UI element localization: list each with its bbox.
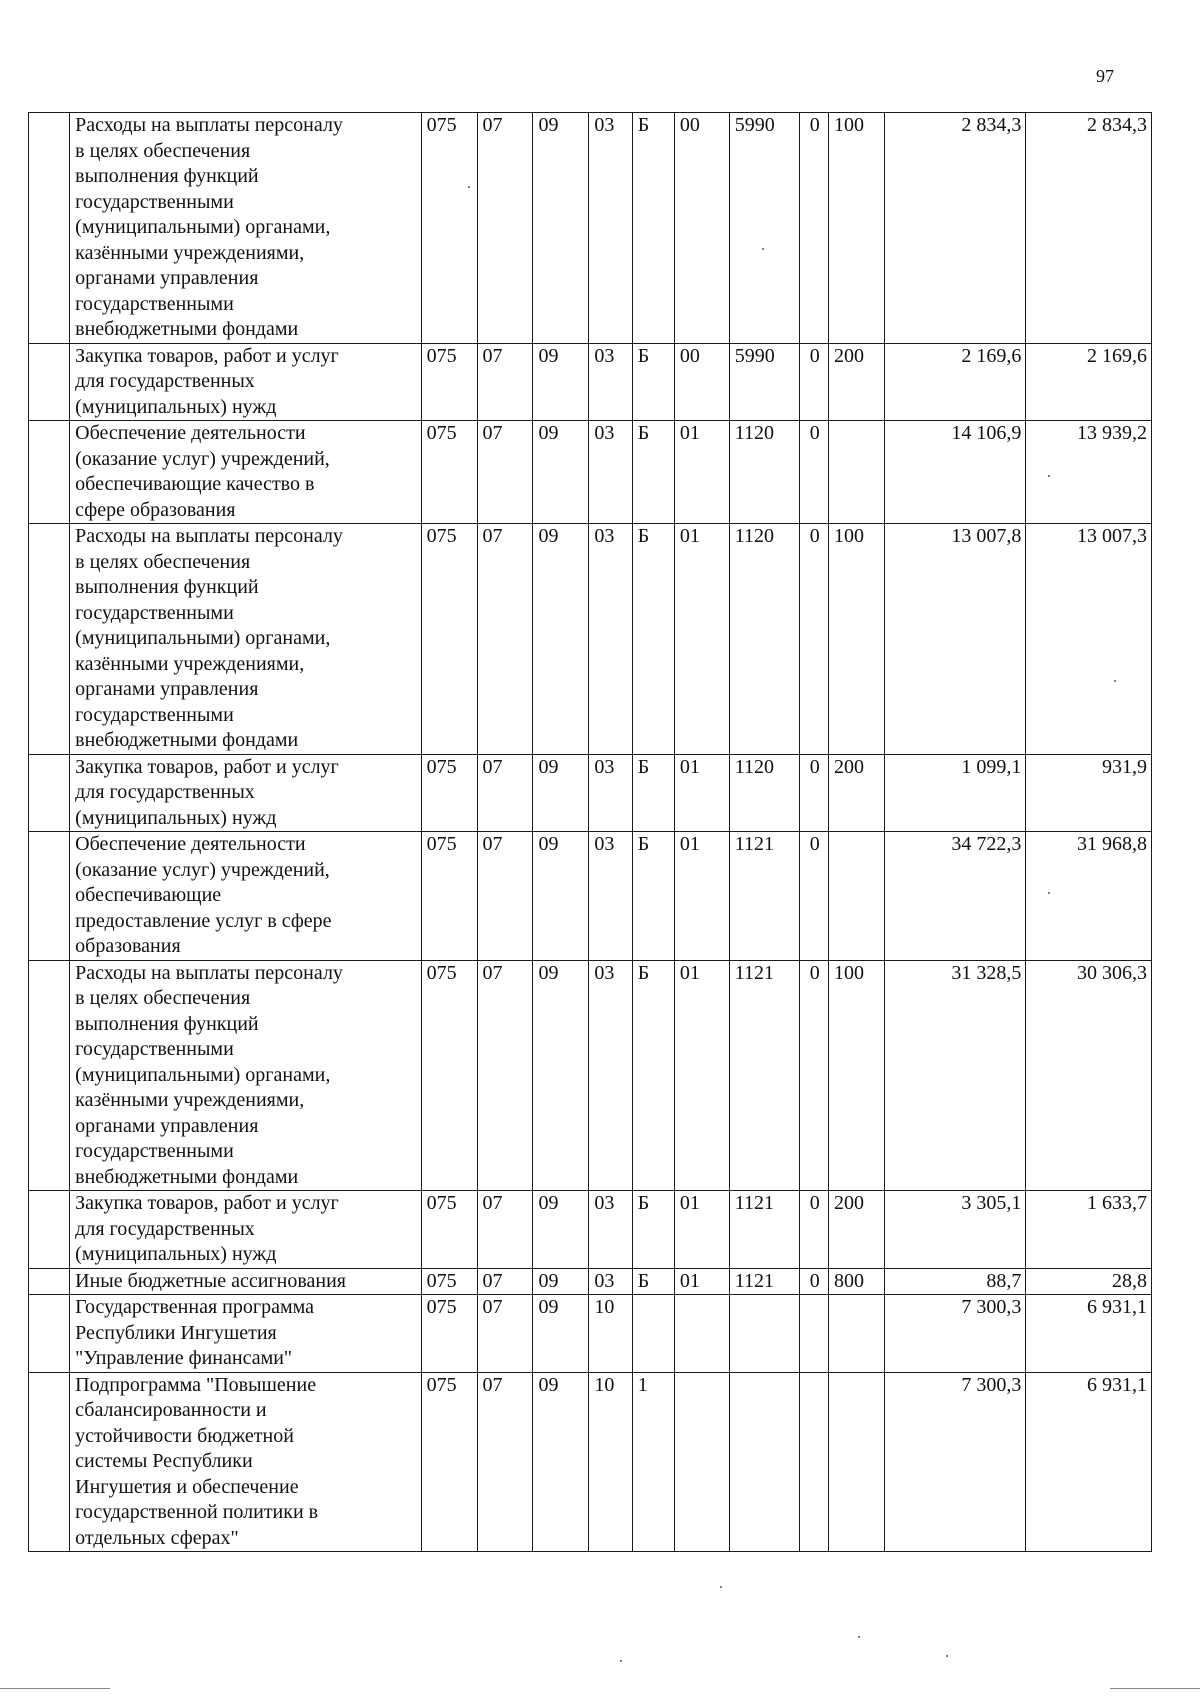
description-line: образования — [75, 935, 181, 957]
row-number-cell — [29, 343, 70, 421]
program-code-cell: 03 — [589, 113, 632, 344]
table-row — [29, 1191, 1152, 1269]
ministry-code-cell: 075 — [421, 960, 477, 1191]
amount-2-cell: 1 633,7 — [1026, 1191, 1152, 1269]
description-line: Иные бюджетные ассигнования — [75, 1269, 346, 1292]
description-cell — [70, 1268, 421, 1295]
flag-code-cell — [800, 1372, 828, 1552]
description-line: Ингушетия и обеспечение — [75, 1475, 299, 1498]
description-line: Закупка товаров, работ и услуг — [75, 755, 339, 778]
program-code-cell: 10 — [589, 1295, 632, 1373]
description-line: Республики Ингушетия — [75, 1321, 277, 1344]
table-row — [29, 1268, 1152, 1295]
description-line: выполнения функций — [75, 1012, 259, 1035]
program-code-cell: 03 — [589, 832, 632, 961]
description-line: в целях обеспечения — [75, 550, 251, 573]
subprogram-code-cell: Б — [632, 421, 674, 524]
flag-code-cell: 0 — [800, 1268, 828, 1295]
direction-code-cell: 5990 — [729, 113, 800, 344]
direction-code-cell: 1121 — [729, 832, 800, 961]
program-code-cell: 03 — [589, 421, 632, 524]
scan-speck — [946, 1655, 948, 1657]
section-code-cell: 07 — [477, 1191, 533, 1269]
table-row — [29, 113, 1152, 344]
description-line: обеспечивающие — [75, 884, 222, 906]
description-line: (оказание услуг) учреждений, — [75, 447, 330, 470]
description-cell — [70, 343, 421, 421]
section-code-cell: 07 — [477, 832, 533, 961]
flag-code-cell: 0 — [800, 524, 828, 755]
section-code-cell: 07 — [477, 421, 533, 524]
scan-speck — [1048, 475, 1050, 477]
table-row — [29, 960, 1152, 1191]
description-line: сфере образования — [75, 498, 236, 521]
description-line: отдельных сферах" — [75, 1526, 239, 1549]
row-number-cell — [29, 832, 70, 961]
flag-code-cell: 0 — [800, 832, 828, 961]
description-line: (муниципальных) нужд — [75, 395, 277, 418]
scan-speck — [858, 1636, 860, 1638]
event-code-cell — [674, 1295, 729, 1373]
description-line: выполнения функций — [75, 576, 259, 598]
row-number-cell — [29, 421, 70, 524]
expense-type-cell — [828, 1295, 884, 1373]
description-line: органами управления — [75, 267, 259, 289]
subprogram-code-cell: Б — [632, 832, 674, 961]
amount-1-cell: 7 300,3 — [884, 1372, 1025, 1552]
section-code-cell: 07 — [477, 1295, 533, 1373]
event-code-cell: 01 — [674, 832, 729, 961]
description-line: Подпрограмма "Повышение — [75, 1373, 317, 1396]
flag-code-cell: 0 — [800, 343, 828, 421]
section-code-cell: 07 — [477, 960, 533, 1191]
expense-type-cell: 100 — [828, 113, 884, 344]
expense-type-cell: 100 — [828, 524, 884, 755]
ministry-code-cell: 075 — [421, 1372, 477, 1552]
table-row — [29, 1372, 1152, 1552]
scan-speck — [1114, 680, 1116, 682]
amount-1-cell: 13 007,8 — [884, 524, 1025, 755]
section-code-cell: 07 — [477, 343, 533, 421]
event-code-cell: 01 — [674, 754, 729, 832]
description-line: государственными — [75, 292, 234, 315]
description-cell — [70, 524, 421, 755]
subsection-code-cell: 09 — [533, 1191, 589, 1269]
direction-code-cell: 5990 — [729, 343, 800, 421]
amount-1-cell: 7 300,3 — [884, 1295, 1025, 1373]
event-code-cell: 00 — [674, 113, 729, 344]
subsection-code-cell: 09 — [533, 1295, 589, 1373]
description-line: в целях обеспечения — [75, 987, 251, 1009]
amount-2-cell: 13 007,3 — [1026, 524, 1152, 755]
program-code-cell: 10 — [589, 1372, 632, 1552]
program-code-cell: 03 — [589, 1191, 632, 1269]
direction-code-cell: 1120 — [729, 421, 800, 524]
event-code-cell: 00 — [674, 343, 729, 421]
flag-code-cell: 0 — [800, 1191, 828, 1269]
subsection-code-cell: 09 — [533, 343, 589, 421]
description-line: казёнными учреждениями, — [75, 652, 305, 675]
amount-1-cell: 3 305,1 — [884, 1191, 1025, 1269]
subprogram-code-cell: Б — [632, 960, 674, 1191]
direction-code-cell — [729, 1372, 800, 1552]
subsection-code-cell: 09 — [533, 113, 589, 344]
row-number-cell — [29, 1268, 70, 1295]
subsection-code-cell: 09 — [533, 960, 589, 1191]
amount-2-cell: 13 939,2 — [1026, 421, 1152, 524]
description-line: государственными — [75, 1038, 234, 1060]
amount-1-cell: 34 722,3 — [884, 832, 1025, 961]
event-code-cell: 01 — [674, 421, 729, 524]
description-line: внебюджетными фондами — [75, 1165, 299, 1188]
ministry-code-cell: 075 — [421, 1268, 477, 1295]
scan-speck — [620, 1660, 622, 1662]
direction-code-cell: 1120 — [729, 754, 800, 832]
subprogram-code-cell: Б — [632, 754, 674, 832]
amount-1-cell: 31 328,5 — [884, 960, 1025, 1191]
description-line: внебюджетными фондами — [75, 318, 299, 340]
subsection-code-cell: 09 — [533, 1372, 589, 1552]
description-line: казёнными учреждениями, — [75, 1089, 305, 1111]
description-line: Обеспечение деятельности — [75, 833, 306, 855]
description-line: (муниципальными) органами, — [75, 1063, 331, 1086]
direction-code-cell — [729, 1295, 800, 1373]
expense-type-cell — [828, 1372, 884, 1552]
amount-2-cell: 6 931,1 — [1026, 1372, 1152, 1552]
description-line: Расходы на выплаты персоналу — [75, 961, 343, 984]
amount-2-cell: 2 834,3 — [1026, 113, 1152, 344]
row-number-cell — [29, 960, 70, 1191]
scan-speck — [762, 248, 764, 250]
description-line: для государственных — [75, 1217, 255, 1240]
row-number-cell — [29, 524, 70, 755]
description-cell — [70, 832, 421, 961]
description-line: "Управление финансами" — [75, 1347, 293, 1369]
amount-1-cell: 2 169,6 — [884, 343, 1025, 421]
subprogram-code-cell: Б — [632, 343, 674, 421]
section-code-cell: 07 — [477, 1268, 533, 1295]
expense-type-cell: 200 — [828, 343, 884, 421]
description-cell — [70, 1295, 421, 1373]
expense-type-cell: 200 — [828, 754, 884, 832]
description-line: Обеспечение деятельности — [75, 422, 306, 444]
amount-2-cell: 931,9 — [1026, 754, 1152, 832]
row-number-cell — [29, 1295, 70, 1373]
flag-code-cell: 0 — [800, 113, 828, 344]
ministry-code-cell: 075 — [421, 754, 477, 832]
description-line: органами управления — [75, 678, 259, 700]
table-row — [29, 524, 1152, 755]
scan-speck — [720, 1586, 722, 1588]
description-cell — [70, 421, 421, 524]
ministry-code-cell: 075 — [421, 1295, 477, 1373]
ministry-code-cell: 075 — [421, 524, 477, 755]
ministry-code-cell: 075 — [421, 421, 477, 524]
description-line: в целях обеспечения — [75, 139, 251, 162]
description-line: государственными — [75, 601, 234, 624]
amount-2-cell: 31 968,8 — [1026, 832, 1152, 961]
direction-code-cell: 1121 — [729, 960, 800, 1191]
program-code-cell: 03 — [589, 343, 632, 421]
description-line: Закупка товаров, работ и услуг — [75, 344, 339, 367]
program-code-cell: 03 — [589, 1268, 632, 1295]
description-line: сбалансированности и — [75, 1399, 267, 1421]
description-line: (муниципальными) органами, — [75, 627, 331, 649]
description-line: (муниципальными) органами, — [75, 216, 331, 238]
program-code-cell: 03 — [589, 754, 632, 832]
description-line: обеспечивающие качество в — [75, 473, 315, 495]
direction-code-cell: 1121 — [729, 1268, 800, 1295]
description-line: для государственных — [75, 370, 255, 392]
page-number: 97 — [1096, 66, 1114, 86]
direction-code-cell: 1121 — [729, 1191, 800, 1269]
description-line: предоставление услуг в сфере — [75, 909, 332, 932]
description-line: казёнными учреждениями, — [75, 241, 305, 264]
section-code-cell: 07 — [477, 754, 533, 832]
ministry-code-cell: 075 — [421, 343, 477, 421]
program-code-cell: 03 — [589, 524, 632, 755]
amount-2-cell: 28,8 — [1026, 1268, 1152, 1295]
description-cell — [70, 1372, 421, 1552]
expense-type-cell: 800 — [828, 1268, 884, 1295]
subprogram-code-cell: Б — [632, 1268, 674, 1295]
table-row — [29, 754, 1152, 832]
ministry-code-cell: 075 — [421, 113, 477, 344]
description-line: (муниципальных) нужд — [75, 806, 277, 829]
amount-2-cell: 30 306,3 — [1026, 960, 1152, 1191]
subsection-code-cell: 09 — [533, 754, 589, 832]
description-line: государственными — [75, 703, 234, 726]
event-code-cell: 01 — [674, 524, 729, 755]
budget-table — [28, 112, 1152, 1552]
amount-2-cell: 2 169,6 — [1026, 343, 1152, 421]
description-cell — [70, 1191, 421, 1269]
description-line: государственными — [75, 190, 234, 213]
description-line: для государственных — [75, 781, 255, 803]
expense-type-cell — [828, 832, 884, 961]
subprogram-code-cell: 1 — [632, 1372, 674, 1552]
description-line: Расходы на выплаты персоналу — [75, 114, 343, 136]
expense-type-cell — [828, 421, 884, 524]
subprogram-code-cell — [632, 1295, 674, 1373]
description-line: (оказание услуг) учреждений, — [75, 858, 330, 881]
expense-type-cell: 200 — [828, 1191, 884, 1269]
description-line: Государственная программа — [75, 1296, 315, 1318]
scan-speck — [468, 186, 470, 188]
program-code-cell: 03 — [589, 960, 632, 1191]
subsection-code-cell: 09 — [533, 1268, 589, 1295]
description-line: государственными — [75, 1140, 234, 1162]
description-line: устойчивости бюджетной — [75, 1424, 294, 1447]
event-code-cell: 01 — [674, 1191, 729, 1269]
ministry-code-cell: 075 — [421, 1191, 477, 1269]
description-cell — [70, 113, 421, 344]
description-line: внебюджетными фондами — [75, 729, 299, 751]
flag-code-cell: 0 — [800, 421, 828, 524]
description-line: Расходы на выплаты персоналу — [75, 525, 343, 547]
description-cell — [70, 960, 421, 1191]
event-code-cell: 01 — [674, 960, 729, 1191]
scan-edge-line — [0, 1688, 110, 1689]
row-number-cell — [29, 754, 70, 832]
subsection-code-cell: 09 — [533, 832, 589, 961]
amount-1-cell: 14 106,9 — [884, 421, 1025, 524]
amount-1-cell: 1 099,1 — [884, 754, 1025, 832]
scan-edge-line — [1110, 1688, 1200, 1689]
subprogram-code-cell: Б — [632, 113, 674, 344]
table-row — [29, 832, 1152, 961]
ministry-code-cell: 075 — [421, 832, 477, 961]
subprogram-code-cell: Б — [632, 1191, 674, 1269]
amount-1-cell: 2 834,3 — [884, 113, 1025, 344]
expense-type-cell: 100 — [828, 960, 884, 1191]
description-cell — [70, 754, 421, 832]
description-line: выполнения функций — [75, 165, 259, 187]
table-row — [29, 421, 1152, 524]
description-line: Закупка товаров, работ и услуг — [75, 1192, 339, 1214]
flag-code-cell: 0 — [800, 754, 828, 832]
direction-code-cell: 1120 — [729, 524, 800, 755]
flag-code-cell — [800, 1295, 828, 1373]
scan-speck — [1048, 892, 1050, 894]
row-number-cell — [29, 1372, 70, 1552]
description-line: органами управления — [75, 1114, 259, 1137]
amount-1-cell: 88,7 — [884, 1268, 1025, 1295]
row-number-cell — [29, 1191, 70, 1269]
subsection-code-cell: 09 — [533, 524, 589, 755]
amount-2-cell: 6 931,1 — [1026, 1295, 1152, 1373]
row-number-cell — [29, 113, 70, 344]
description-line: системы Республики — [75, 1450, 253, 1472]
event-code-cell — [674, 1372, 729, 1552]
section-code-cell: 07 — [477, 524, 533, 755]
subsection-code-cell: 09 — [533, 421, 589, 524]
description-line: (муниципальных) нужд — [75, 1243, 277, 1265]
table-row — [29, 1295, 1152, 1373]
table-row — [29, 343, 1152, 421]
description-line: государственной политики в — [75, 1501, 319, 1523]
section-code-cell: 07 — [477, 1372, 533, 1552]
event-code-cell: 01 — [674, 1268, 729, 1295]
flag-code-cell: 0 — [800, 960, 828, 1191]
subprogram-code-cell: Б — [632, 524, 674, 755]
section-code-cell: 07 — [477, 113, 533, 344]
